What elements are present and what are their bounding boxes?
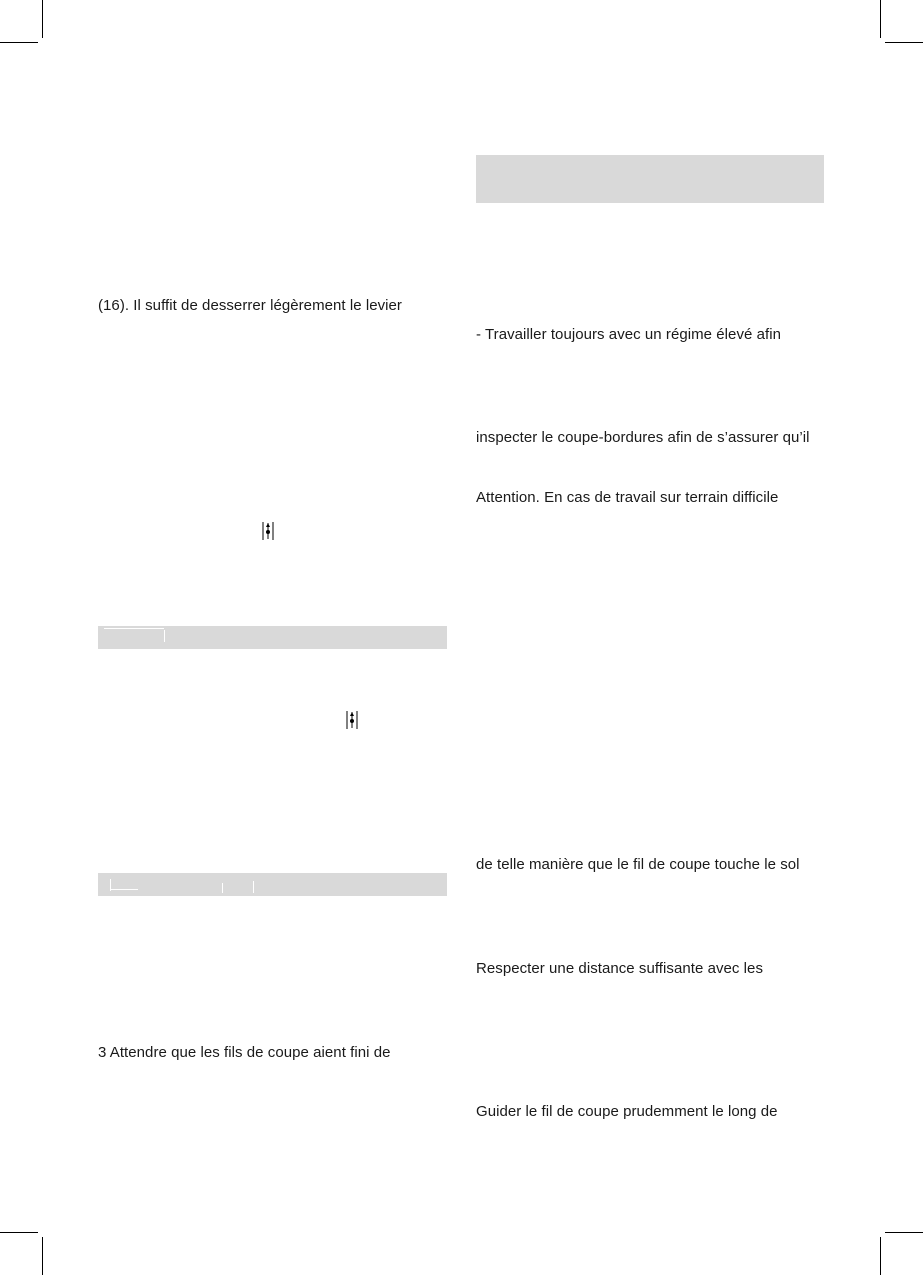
crop-mark-top-right-v (880, 0, 881, 38)
section-header-bar (476, 155, 824, 203)
lever-symbol-icon (262, 521, 274, 541)
text-line-levier: (16). Il suffit de desserrer légèrement le levier (98, 297, 402, 314)
crop-mark-bottom-left-v (42, 1237, 43, 1275)
lever-symbol-icon (346, 710, 358, 730)
text-line-attention: Attention. En cas de travail sur terrain difficile (476, 489, 779, 506)
text-line-distance: Respecter une distance suffisante avec les (476, 960, 763, 977)
crop-mark-bottom-right-v (880, 1237, 881, 1275)
text-line-guider: Guider le fil de coupe prudemment le long de (476, 1103, 778, 1120)
crop-mark-top-left-v (42, 0, 43, 38)
text-line-regime: - Travailler toujours avec un régime élevé afin (476, 326, 781, 343)
crop-mark-top-left-h (0, 42, 38, 43)
crop-mark-top-right-h (885, 42, 923, 43)
text-line-attendre: 3 Attendre que les fils de coupe aient fini de (98, 1044, 391, 1061)
text-line-sol: de telle manière que le fil de coupe touche le sol (476, 856, 800, 873)
table-header-bar-1 (98, 626, 447, 649)
table-header-bar-2 (98, 873, 447, 896)
crop-mark-bottom-left-h (0, 1232, 38, 1233)
crop-mark-bottom-right-h (885, 1232, 923, 1233)
text-line-inspecter: inspecter le coupe-bordures afin de s’assurer qu’il (476, 429, 810, 446)
